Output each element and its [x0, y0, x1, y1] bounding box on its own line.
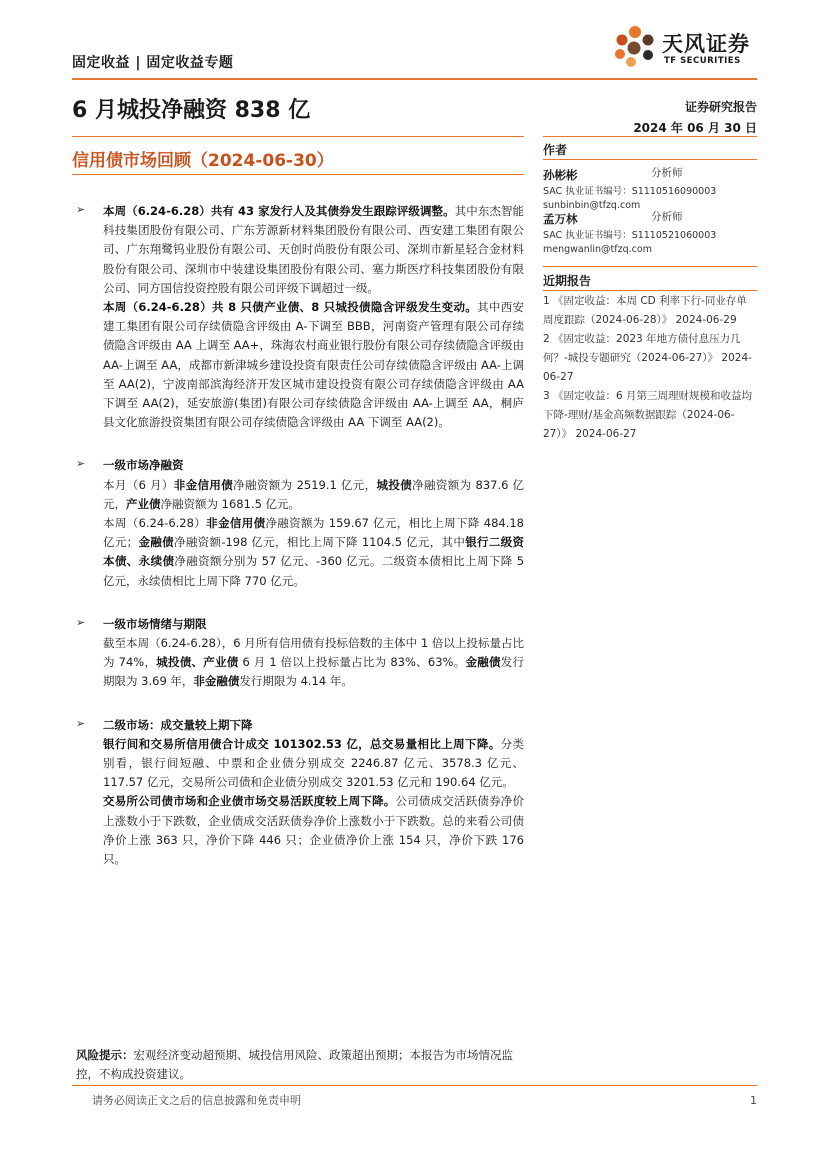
- report-type: 证券研究报告: [684, 100, 757, 114]
- author-email[interactable]: mengwanlin@tfzq.com: [543, 244, 652, 255]
- logo-text-cn: 天风证券: [662, 32, 750, 56]
- title-divider: [72, 136, 524, 137]
- logo-mark-icon: [612, 24, 658, 70]
- recent-report-item[interactable]: 2 《固定收益：2023 年地方债付息压力几何？-城投专题研究（2024-06-27）》 2024-06-27: [543, 333, 752, 383]
- risk-notice: [76, 1046, 524, 1084]
- page-number: 1: [750, 1094, 757, 1107]
- company-logo: [612, 24, 762, 74]
- author-cert: SAC 执业证书编号：S1110521060003: [543, 230, 717, 241]
- bullet-arrow-icon: ➢: [76, 716, 86, 730]
- recent-reports-heading: 近期报告: [543, 274, 592, 288]
- section-heading: 一级市场情绪与期限: [103, 616, 207, 631]
- section-rating-changes: [76, 202, 524, 432]
- section-heading: 二级市场：成交量较上期下降: [103, 717, 253, 732]
- page-subtitle: 信用债市场回顾（2024-06-30）: [72, 151, 334, 171]
- author-role: 分析师: [651, 211, 683, 223]
- section-heading: 一级市场净融资: [103, 458, 184, 473]
- footer-divider: [72, 1085, 757, 1086]
- risk-label: 风险提示：: [76, 1048, 134, 1062]
- section-secondary-market: [76, 716, 524, 870]
- bullet-arrow-icon: ➢: [76, 203, 86, 216]
- paragraph: 交易所公司债市场和企业债市场交易活跃度较上周下降。公司债成交活跃债券净价上涨数小于下跌数，企业债成交活跃债券净价上涨数小于下跌数。总的来看公司债净价上涨 363 只，净价下降 446 只；企业债净价上涨 154 只，净价下跌 176 只。: [103, 794, 524, 867]
- author-email[interactable]: sunbinbin@tfzq.com: [543, 200, 641, 211]
- recent-reports-list: [543, 292, 757, 444]
- authors-heading: 作者: [543, 143, 568, 157]
- footer-disclaimer: 请务必阅读正文之后的信息披露和免责申明: [92, 1094, 301, 1107]
- recent-report-item[interactable]: 3 《固定收益：6 月第三周理财规模和收益均下降-理财/基金高频数据跟踪（2024-06-27）》 2024-06-27: [543, 390, 753, 440]
- recent-report-item[interactable]: 1 《固定收益：本周 CD 利率下行-同业存单周度跟踪（2024-06-28）》 2024-06-29: [543, 295, 747, 326]
- risk-text: 宏观经济变动超预期、城投信用风险、政策超出预期；本报告为市场情况监控，不构成投资建议。: [76, 1048, 513, 1081]
- bullet-arrow-icon: ➢: [76, 615, 86, 629]
- paragraph: 本月（6 月）非金信用债净融资额为 2519.1 亿元，城投债净融资额为 837.6 亿元，产业债净融资额为 1681.5 亿元。: [103, 477, 525, 511]
- report-date: 2024 年 06 月 30 日: [633, 121, 757, 135]
- author-cert: SAC 执业证书编号：S1110516090003: [543, 186, 717, 197]
- author-card: [543, 164, 757, 213]
- report-category: 固定收益 | 固定收益专题: [72, 55, 234, 71]
- author-name: 孟万林: [543, 212, 578, 226]
- paragraph: 银行间和交易所信用债合计成交 101302.53 亿，总交易量相比上周下降。分类别看，银行间短融、中票和企业债分别成交 2246.87 亿元、3578.3 亿元、117.57 亿元，交易所公司债和企业债分别成交 3201.53 亿元和 190.64 亿元。: [103, 736, 525, 790]
- paragraph: 本周（6.24-6.28）非金信用债净融资额为 159.67 亿元，相比上周下降 484.18 亿元；金融债净融资额-198 亿元，相比上周下降 1104.5 亿元，其中银行二级资本债、永续债净融资额分别为 57 亿元、-360 亿元。二级资本债相比上周下降 5 亿元，永续债相比上周下降 770 亿元。: [103, 516, 525, 588]
- recent-top-divider: [543, 266, 757, 267]
- author-name: 孙彬彬: [543, 168, 578, 182]
- bullet-arrow-icon: ➢: [76, 457, 86, 471]
- author-card: [543, 208, 757, 257]
- paragraph: 本周（6.24-6.28）共有 43 家发行人及其债券发生跟踪评级调整。其中东杰智能科技集团股份有限公司、广东芳源新材料集团股份有限公司、西安建工集团有限公司、广东翔鹭钨业股份有限公司、天创时尚股份有限公司、深圳市新星轻合金材料股份有限公司、深圳市中装建设集团股份有限公司、塞力斯医疗科技集团股份有限公司、同方国信投资控股有限公司评级下调超过一级。: [103, 204, 525, 295]
- page-title: 6 月城投净融资 838 亿: [72, 98, 311, 123]
- authors-divider: [543, 159, 757, 160]
- logo-text-en: TF SECURITIES: [664, 56, 741, 66]
- sidebar-top-divider: [543, 136, 757, 137]
- paragraph: 截至本周（6.24-6.28），6 月所有信用债有投标倍数的主体中 1 倍以上投标量占比为 74%，城投债、产业债 6 月 1 倍以上投标量占比为 83%、63%。金融债发行期限为 3.69 年，非金融债发行期限为 4.14 年。: [103, 636, 525, 689]
- recent-divider: [543, 290, 757, 291]
- header-divider: [72, 78, 757, 80]
- summary-body: [76, 202, 524, 869]
- section-net-financing: [76, 456, 524, 590]
- section-primary-sentiment: [76, 615, 524, 692]
- subtitle-divider: [72, 174, 524, 175]
- paragraph: 本周（6.24-6.28）共 8 只债产业债、8 只城投债隐含评级发生变动。其中西安建工集团有限公司存续债隐含评级由 A-下调至 BBB，河南资产管理有限公司存续债隐含评级由 AA 上调至 AA+，珠海农村商业银行股份有限公司存续债隐含评级由 AA-上调至 AA，成都市新津城乡建设投资有限责任公司存续债隐含评级由 AA-上调至 AA(2)，宁波南部滨海经济开发区城市建设投资有限公司存续债隐含评级由 AA 下调至 AA(2)，延安旅游(集团)有限公司存续债隐含评级由 AA-上调至 AA，桐庐县文化旅游投资集团有限公司存续债隐含评级由 AA 下调至 AA(2)。: [103, 300, 524, 430]
- author-role: 分析师: [651, 167, 683, 179]
